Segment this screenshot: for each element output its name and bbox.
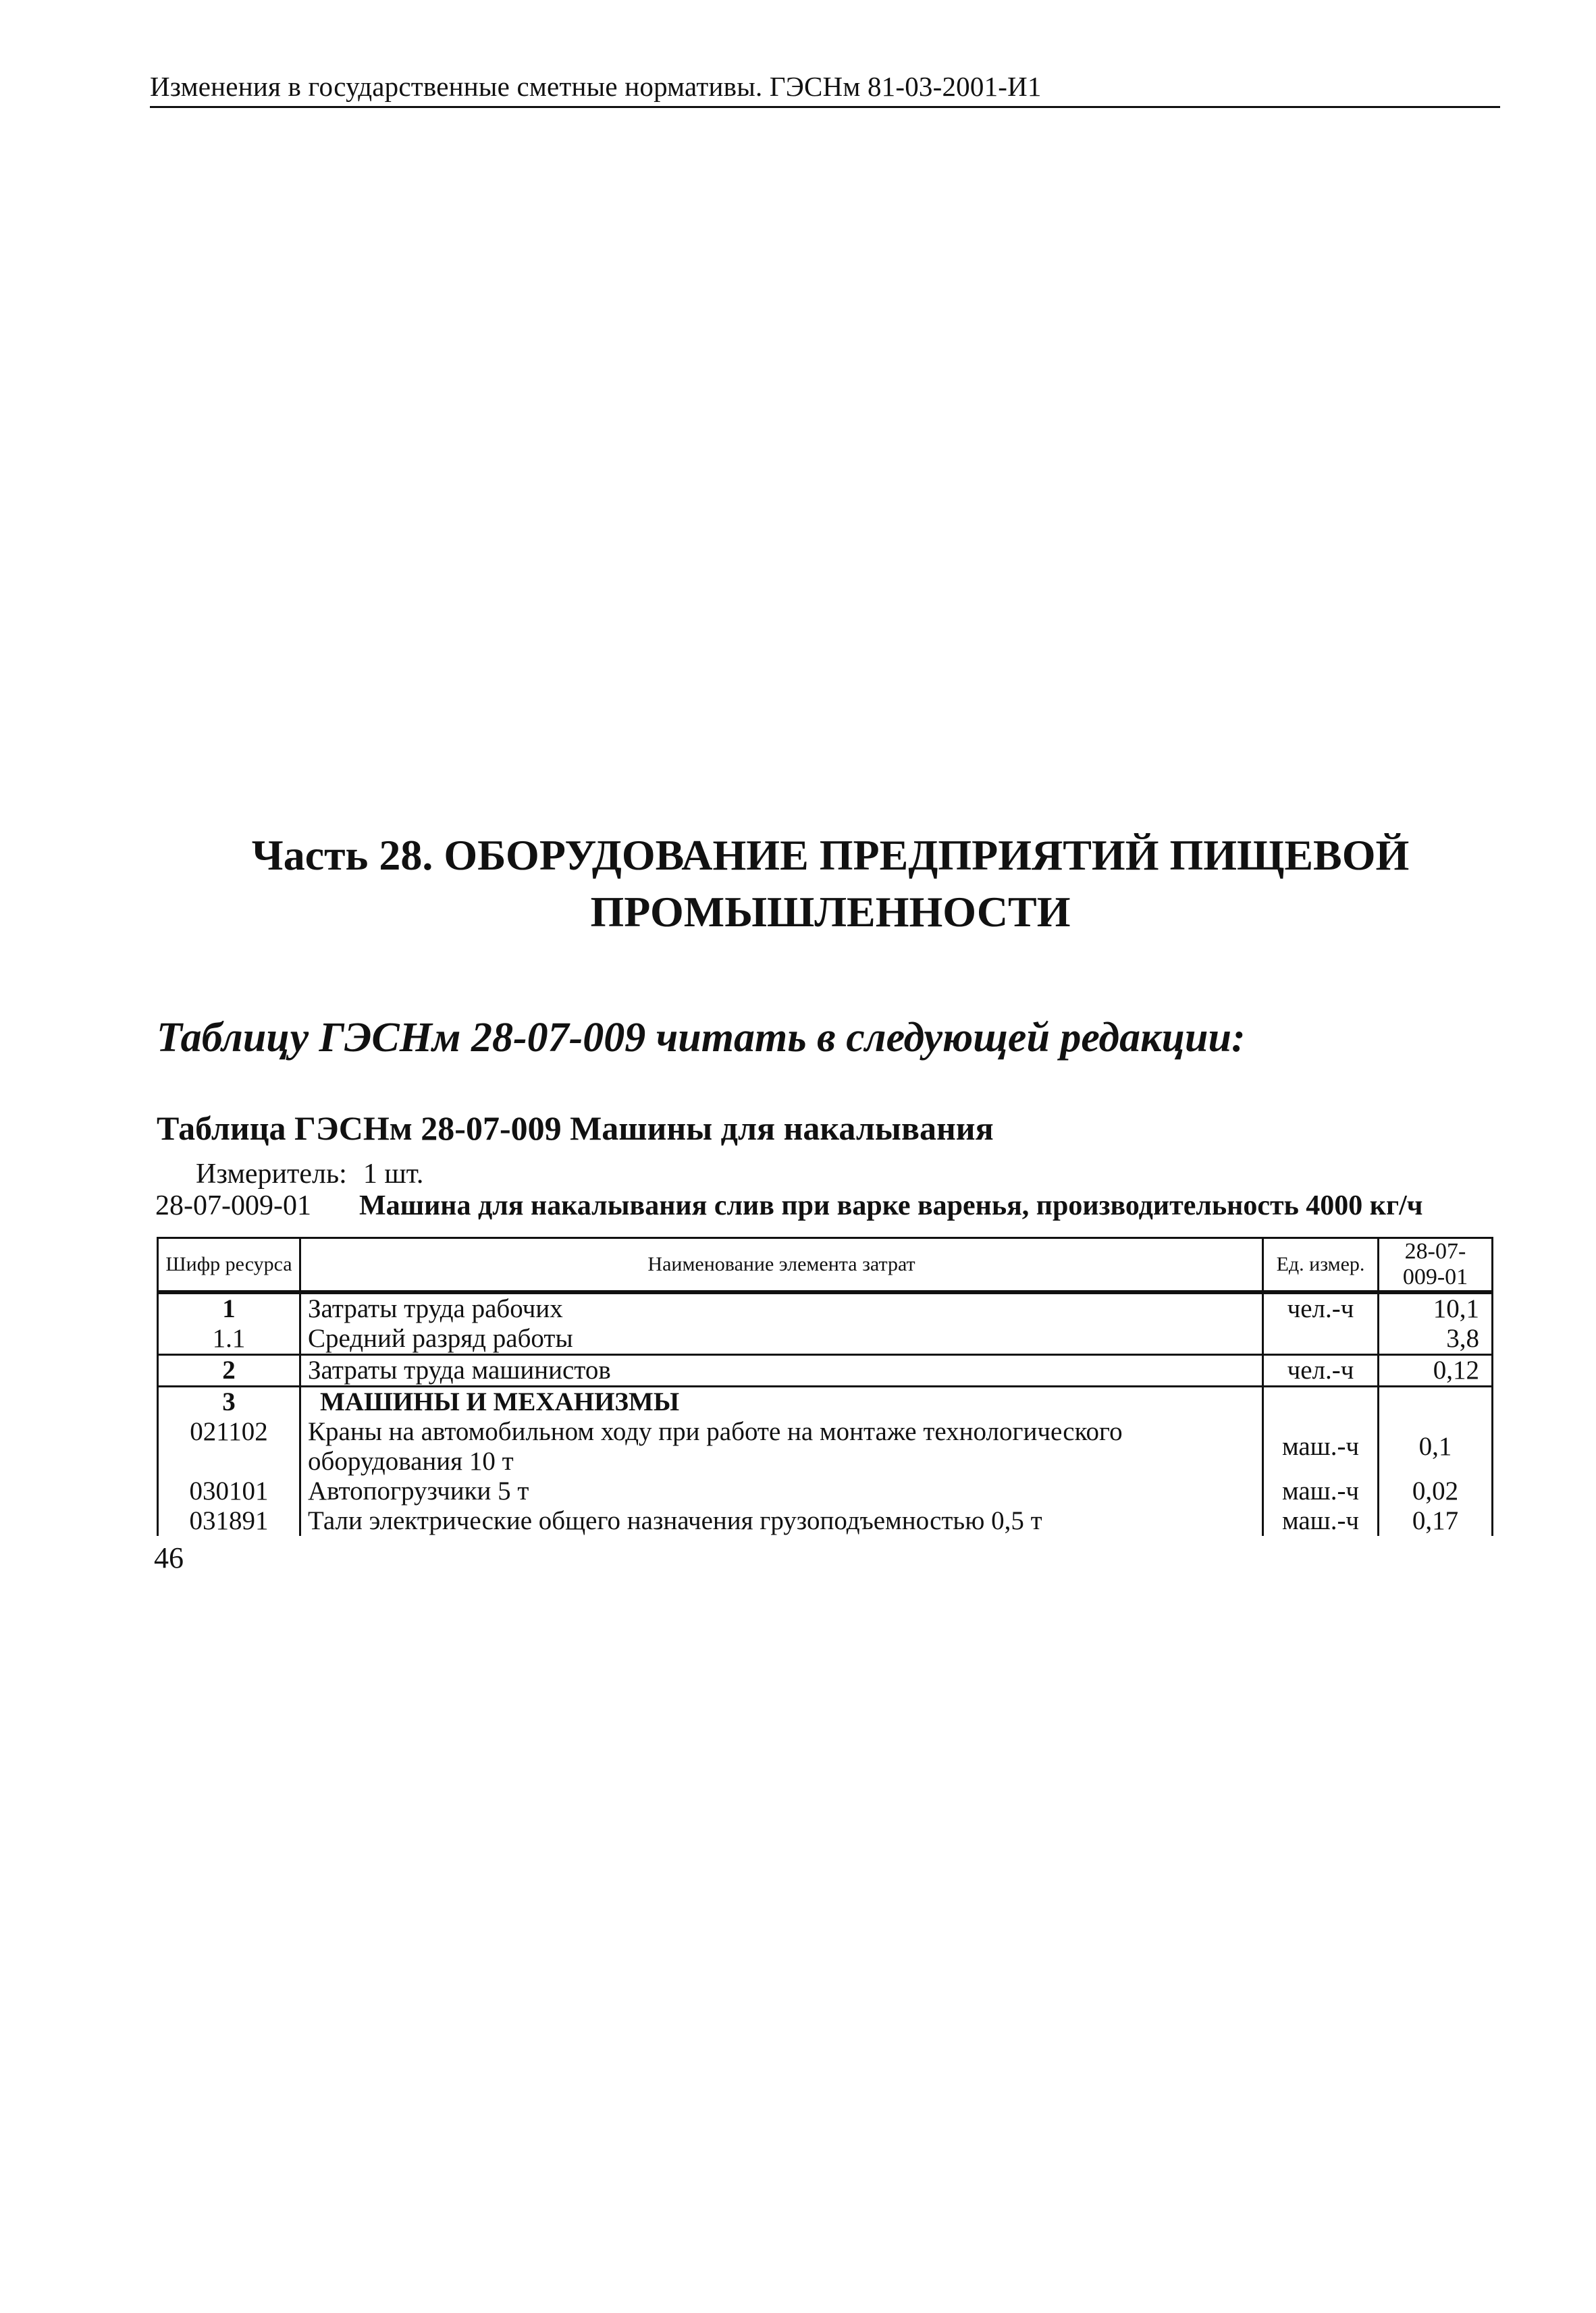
table-row <box>158 1387 1493 1418</box>
header-value-line2: 009-01 <box>1402 1265 1468 1290</box>
header-name: Наименование элемента затрат <box>300 1238 1263 1293</box>
table-row <box>158 1417 1493 1477</box>
row-code: 3 <box>158 1387 300 1418</box>
table-row <box>158 1506 1493 1536</box>
table-title: Таблица ГЭСНм 28-07-009 Машины для накалывания <box>157 1109 994 1147</box>
header-value-line1: 28-07- <box>1404 1239 1466 1264</box>
header-unit: Ед. измер. <box>1263 1238 1379 1293</box>
table-row <box>158 1292 1493 1324</box>
row-value: 0,02 <box>1379 1477 1493 1506</box>
row-code: 1.1 <box>158 1324 300 1355</box>
row-name: Затраты труда машинистов <box>300 1355 1263 1387</box>
cost-table <box>157 1237 1493 1536</box>
row-unit: маш.-ч <box>1263 1477 1379 1506</box>
norm-code: 28-07-009-01 <box>155 1190 311 1221</box>
row-unit: маш.-ч <box>1263 1506 1379 1536</box>
row-code: 2 <box>158 1355 300 1387</box>
norm-line <box>155 1190 1422 1222</box>
table-row <box>158 1477 1493 1506</box>
row-unit: чел.-ч <box>1263 1355 1379 1387</box>
row-value: 3,8 <box>1379 1324 1493 1355</box>
meter-label: Измеритель: <box>196 1159 347 1190</box>
row-code: 1 <box>158 1292 300 1324</box>
part-title-line1: Часть 28. ОБОРУДОВАНИЕ ПРЕДПРИЯТИЙ ПИЩЕВОЙ <box>251 831 1410 879</box>
row-unit: чел.-ч <box>1263 1292 1379 1324</box>
row-value: 0,12 <box>1379 1355 1493 1387</box>
row-value: 0,1 <box>1379 1417 1493 1477</box>
revision-instruction: Таблицу ГЭСНм 28-07-009 читать в следующей редакции: <box>157 1015 1246 1061</box>
row-name: Средний разряд работы <box>300 1324 1263 1355</box>
row-name: Краны на автомобильном ходу при работе на монтаже технологического оборудования 10 т <box>300 1417 1263 1477</box>
row-value: 10,1 <box>1379 1292 1493 1324</box>
meter-line <box>196 1158 423 1190</box>
row-unit: маш.-ч <box>1263 1417 1379 1477</box>
row-value: 0,17 <box>1379 1506 1493 1536</box>
row-code: 031891 <box>158 1506 300 1536</box>
table-row <box>158 1355 1493 1387</box>
table-header-row <box>158 1238 1493 1293</box>
running-header: Изменения в государственные сметные нормативы. ГЭСНм 81-03-2001-И1 <box>150 71 1042 102</box>
row-code: 021102 <box>158 1417 300 1477</box>
meter-value: 1 шт. <box>363 1159 424 1190</box>
header-rule <box>150 106 1500 108</box>
norm-description: Машина для накалывания слив при варке варенья, производительность 4000 кг/ч <box>359 1190 1423 1221</box>
row-name: Тали электрические общего назначения грузоподъемностью 0,5 т <box>300 1506 1263 1536</box>
table-row <box>158 1324 1493 1355</box>
row-code: 030101 <box>158 1477 300 1506</box>
row-unit <box>1263 1387 1379 1418</box>
part-title-line2: ПРОМЫШЛЕННОСТИ <box>590 888 1071 936</box>
page-number: 46 <box>154 1541 184 1574</box>
row-unit <box>1263 1324 1379 1355</box>
row-name: МАШИНЫ И МЕХАНИЗМЫ <box>300 1387 1263 1418</box>
row-name: Затраты труда рабочих <box>300 1292 1263 1324</box>
row-name: Автопогрузчики 5 т <box>300 1477 1263 1506</box>
header-code: Шифр ресурса <box>158 1238 300 1293</box>
part-title <box>149 827 1512 940</box>
row-value <box>1379 1387 1493 1418</box>
header-value <box>1379 1238 1493 1293</box>
